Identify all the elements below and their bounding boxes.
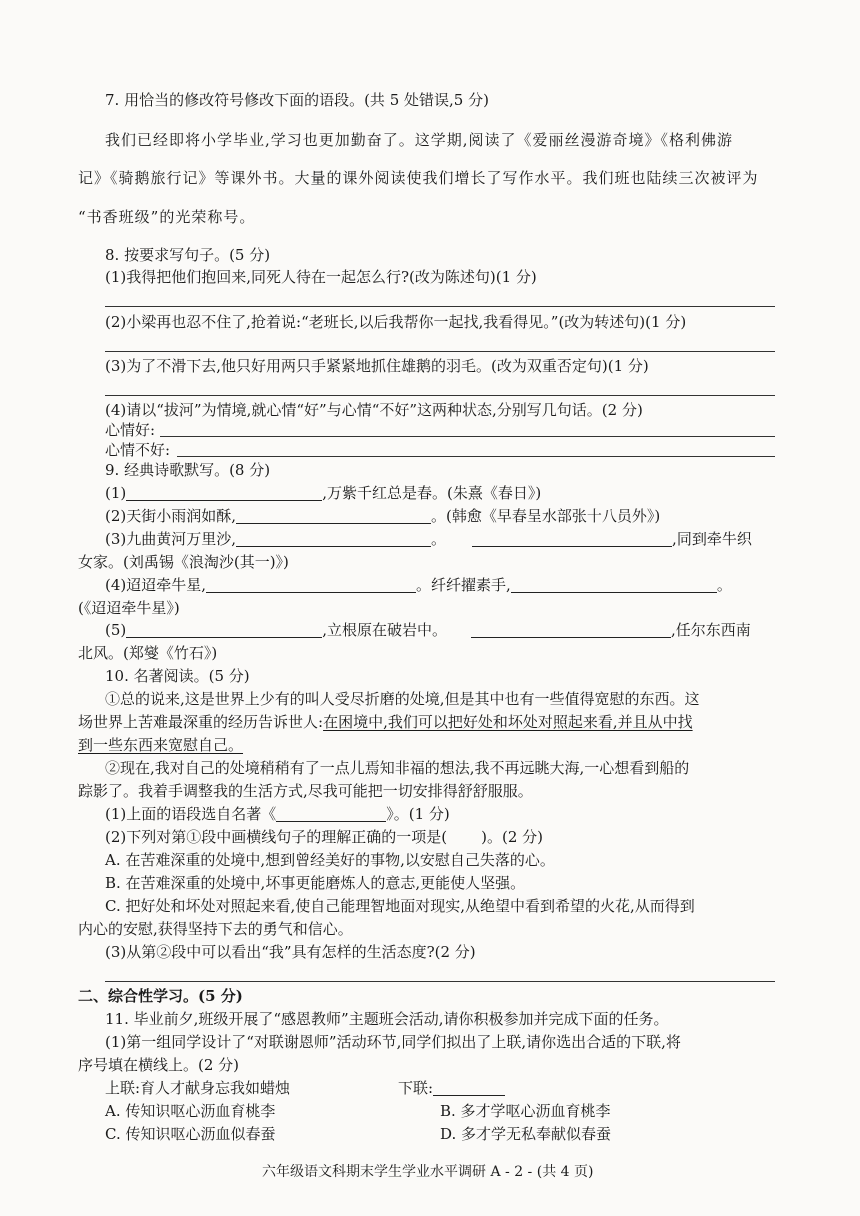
q10-para1-line2	[78, 712, 693, 732]
q9-poem5-text-c: ,任尔东西南	[671, 621, 751, 639]
q9-poem4-text-c: 。	[716, 576, 732, 594]
q9-poem3-source: 女家。(刘禹锡《浪淘沙(其一)》)	[78, 553, 289, 571]
q10-para2-line1: ②现在,我对自己的处境稍稍有了一点儿焉知非福的想法,我不再远眺大海,一心想看到船的	[105, 759, 690, 777]
q8-sub1-answer-line[interactable]	[105, 306, 775, 307]
q10-book-title-blank[interactable]	[276, 805, 386, 822]
q7-passage-line3: “书香班级”的光荣称号。	[78, 208, 256, 226]
q10-sub1-text-a: (1)上面的语段选自名著《	[105, 805, 277, 823]
q10-sub3-answer-line[interactable]	[105, 981, 775, 982]
couplet-lower-label: 下联:	[398, 1079, 434, 1097]
q10-sub3: (3)从第②段中可以看出“我”具有怎样的生活态度?(2 分)	[105, 943, 476, 961]
q7-title: 7. 用恰当的修改符号修改下面的语段。(共 5 处错误,5 分)	[105, 91, 489, 109]
q9-poem1-text: ,万紫千红总是春。(朱熹《春日》)	[322, 484, 542, 502]
couplet-upper: 上联:育人才献身忘我如蜡烛	[105, 1079, 291, 1097]
q9-poem4-source: (《迢迢牵牛星》)	[78, 599, 180, 617]
q9-poem2	[105, 506, 660, 526]
q10-underlined-sentence-part2: 到一些东西来宽慰自己。	[78, 736, 244, 754]
q10-title: 10. 名著阅读。(5 分)	[105, 667, 250, 685]
q10-option-c-line2: 内心的安慰,获得坚持下去的勇气和信心。	[78, 920, 353, 938]
q8-title: 8. 按要求写句子。(5 分)	[105, 246, 271, 264]
q8-sub2-answer-line[interactable]	[105, 351, 775, 352]
q9-poem5-text-b: ,立根原在破岩中。	[322, 621, 448, 639]
q9-poem5-blank2[interactable]	[471, 621, 671, 638]
q9-poem5-num: (5)	[105, 621, 127, 639]
couplet-lower	[398, 1078, 505, 1098]
q10-para1-line1: ①总的说来,这是世界上少有的叫人受尽折磨的处境,但是其中也有一些值得宽慰的东西。这	[105, 690, 700, 708]
q9-poem3-text-a: (3)九曲黄河万里沙,	[105, 530, 237, 548]
q8-sub4: (4)请以“拔河”为情境,就心情“好”与心情“不好”这两种状态,分别写几句话。(2 分)	[105, 401, 643, 419]
q10-sub2-text-b: )。(2 分)	[481, 828, 543, 846]
q7-passage-line1: 我们已经即将小学毕业,学习也更加勤奋了。这学期,阅读了《爱丽丝漫游奇境》《格利佛游	[105, 131, 734, 149]
q9-poem3	[105, 529, 752, 549]
q9-poem4-blank1[interactable]	[206, 576, 416, 593]
q10-sub1-text-b: 》。(1 分)	[386, 805, 450, 823]
q9-poem2-text-b: 。(韩愈《早春呈水部张十八员外》)	[431, 507, 661, 525]
q8-sub3: (3)为了不滑下去,他只好用两只手紧紧地抓住雄鹅的羽毛。(改为双重否定句)(1 分)	[105, 357, 649, 375]
q7-passage-line2: 记》《骑鹅旅行记》等课外书。大量的课外阅读使我们增长了写作水平。我们班也陆续三次被评为	[78, 169, 759, 187]
q9-poem2-blank[interactable]	[236, 507, 431, 524]
q9-poem1-blank[interactable]	[126, 484, 322, 501]
q11-option-c: C. 传知识呕心沥血似春蚕	[105, 1125, 276, 1143]
q8-sub1: (1)我得把他们抱回来,同死人待在一起怎么行?(改为陈述句)(1 分)	[105, 268, 537, 286]
q8-good-mood-label: 心情好:	[105, 421, 156, 439]
q10-option-a: A. 在苦难深重的处境中,想到曾经美好的事物,以安慰自己失落的心。	[105, 851, 555, 869]
q10-para1-line2-a: 场世界上苦难最深重的经历告诉世人:	[78, 713, 324, 731]
q9-poem1	[105, 483, 541, 503]
page-footer: 六年级语文科期末学生学业水平调研 A - 2 - (共 4 页)	[262, 1164, 594, 1180]
q9-poem4	[105, 575, 732, 595]
q9-poem5-source: 北风。(郑燮《竹石》)	[78, 644, 218, 662]
q11-intro: 11. 毕业前夕,班级开展了“感恩教师”主题班会活动,请你积极参加并完成下面的任务。	[105, 1010, 669, 1028]
q11-task1-line2: 序号填在横线上。(2 分)	[78, 1056, 240, 1074]
q10-option-b: B. 在苦难深重的处境中,坏事更能磨炼人的意志,更能使人坚强。	[105, 874, 526, 892]
q11-task1-line1: (1)第一组同学设计了“对联谢恩师”活动环节,同学们拟出了上联,请你选出合适的下联,将	[105, 1033, 681, 1051]
q11-option-d: D. 多才学无私奉献似春蚕	[440, 1125, 612, 1143]
q8-sub2: (2)小梁再也忍不住了,抢着说:“老班长,以后我帮你一起找,我看得见。”(改为转述句)(1 分)	[105, 313, 687, 331]
q9-poem1-num: (1)	[105, 484, 127, 502]
q9-poem2-text-a: (2)天街小雨润如酥,	[105, 507, 237, 525]
q8-good-mood-answer-line[interactable]	[160, 436, 775, 437]
q9-poem3-text-b: 。	[431, 530, 447, 548]
couplet-lower-blank[interactable]	[433, 1079, 505, 1096]
q11-option-a: A. 传知识呕心沥血育桃李	[105, 1102, 276, 1120]
q10-sub2-text-a: (2)下列对第①段中画横线句子的理解正确的一项是(	[105, 828, 448, 846]
q10-option-c-line1: C. 把好处和坏处对照起来看,使自己能理智地面对现实,从绝望中看到希望的火花,从而得到	[105, 897, 695, 915]
q10-underlined-sentence-part1: 在困境中,我们可以把好处和坏处对照起来看,并且从中找	[323, 713, 693, 731]
q8-bad-mood-answer-line[interactable]	[177, 456, 775, 457]
q9-poem3-blank2[interactable]	[472, 530, 672, 547]
q10-sub1	[105, 804, 450, 824]
section2-title: 二、综合性学习。(5 分)	[78, 987, 243, 1005]
q9-poem4-text-a: (4)迢迢牵牛星,	[105, 576, 207, 594]
q8-bad-mood-label: 心情不好:	[105, 441, 171, 459]
q9-poem4-blank2[interactable]	[511, 576, 717, 593]
q8-sub3-answer-line[interactable]	[105, 395, 775, 396]
q9-poem3-text-c: ,同到牵牛织	[672, 530, 752, 548]
q9-poem3-blank1[interactable]	[236, 530, 431, 547]
q11-option-b: B. 多才学呕心沥血育桃李	[440, 1102, 611, 1120]
q9-title: 9. 经典诗歌默写。(8 分)	[105, 461, 271, 479]
q9-poem5-blank1[interactable]	[126, 621, 322, 638]
q10-sub2	[105, 827, 543, 847]
q9-poem4-text-b: 。纤纤擢素手,	[416, 576, 511, 594]
q10-para2-line2: 踪影了。我着手调整我的生活方式,尽我可能把一切安排得舒舒服服。	[78, 782, 533, 800]
q9-poem5	[105, 620, 751, 640]
